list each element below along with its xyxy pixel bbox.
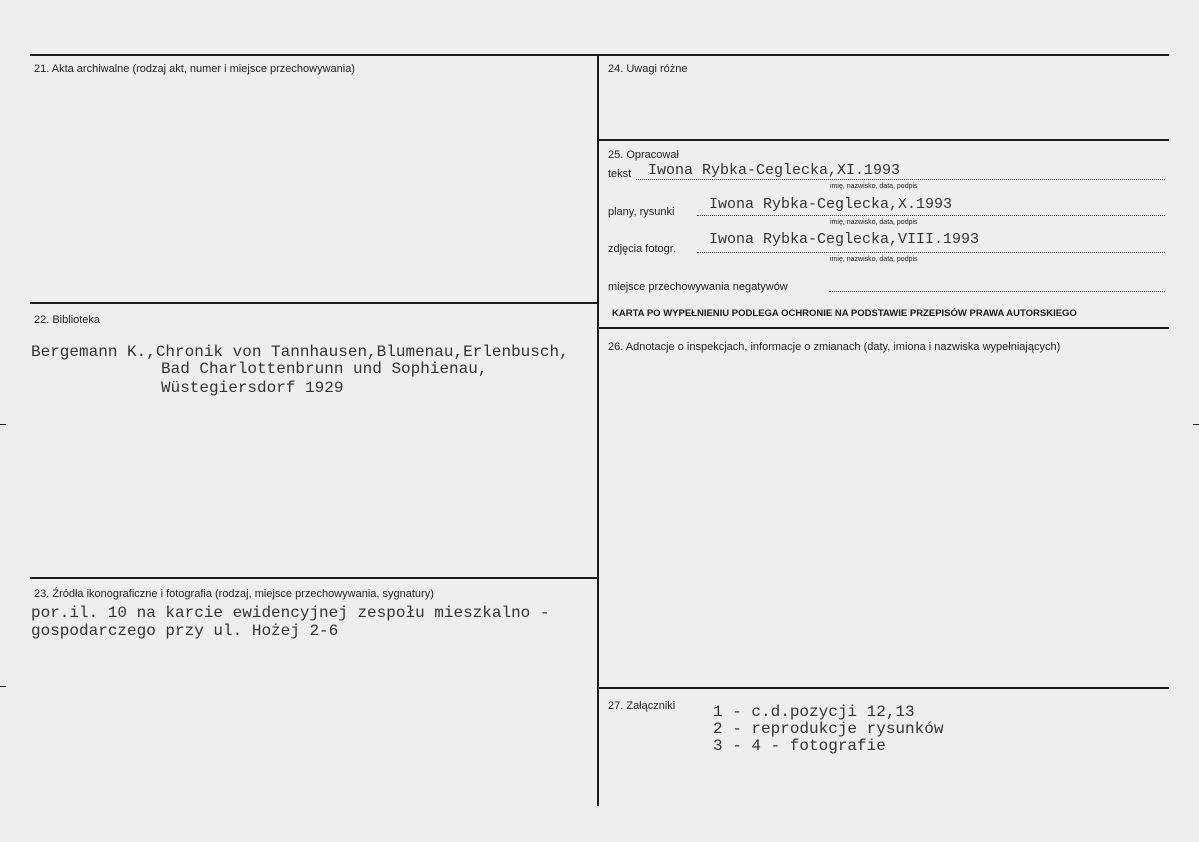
zdjecia-label: zdjęcia fotogr. xyxy=(608,243,676,255)
rule-above-26 xyxy=(597,327,1169,329)
section-26-label: 26. Adnotacje o inspekcjach, informacje o zmianach (daty, imiona i nazwiska wypełniających) xyxy=(608,341,1061,353)
tekst-value: Iwona Rybka-Ceglecka,XI.1993 xyxy=(648,162,901,179)
plany-value: Iwona Rybka-Ceglecka,X.1993 xyxy=(709,196,953,213)
rule-above-27 xyxy=(597,687,1169,689)
section-25-label: 25. Opracował xyxy=(608,149,679,161)
section-22-label: 22. Biblioteka xyxy=(34,314,101,326)
top-rule-left xyxy=(30,54,597,56)
section-21-label: 21. Akta archiwalne (rodzaj akt, numer i miejsce przechowywania) xyxy=(34,63,355,75)
zalacznik-line-3: 3 - 4 - fotografie xyxy=(713,737,886,755)
plany-dotted-line xyxy=(697,215,1165,216)
biblioteka-line-3: Wüstegiersdorf 1929 xyxy=(161,379,344,397)
plany-label: plany, rysunki xyxy=(608,206,675,218)
zrodla-line-2: gospodarczego przy ul. Hożej 2-6 xyxy=(31,622,339,640)
left-margin-tick-1 xyxy=(0,424,6,425)
zrodla-line-1: por.il. 10 na karcie ewidencyjnej zespołu mieszkalno - xyxy=(31,604,550,622)
section-24-label: 24. Uwagi różne xyxy=(608,63,688,75)
negatywy-dotted-line xyxy=(829,291,1165,292)
tekst-label: tekst xyxy=(608,168,632,180)
zalacznik-line-1: 1 - c.d.pozycji 12,13 xyxy=(713,703,915,721)
zdjecia-caption: imię, nazwisko, data, podpis xyxy=(830,256,918,263)
right-margin-tick xyxy=(1193,424,1199,425)
rule-above-25 xyxy=(597,139,1169,141)
section-23-label: 23. Źródła ikonograficzne i fotografia (rodzaj, miejsce przechowywania, sygnatury) xyxy=(34,588,434,600)
biblioteka-line-2: Bad Charlottenbrunn und Sophienau, xyxy=(161,360,488,378)
plany-caption: imię, nazwisko, data, podpis xyxy=(830,219,918,226)
center-vertical-rule xyxy=(597,54,599,806)
tekst-caption: imię, nazwisko, data, podpis xyxy=(830,183,918,190)
rule-above-23 xyxy=(30,577,597,579)
zdjecia-value: Iwona Rybka-Ceglecka,VIII.1993 xyxy=(709,231,980,248)
tekst-dotted-line xyxy=(636,179,1165,180)
zalacznik-line-2: 2 - reprodukcje rysunków xyxy=(713,720,944,738)
biblioteka-line-1: Bergemann K.,Chronik von Tannhausen,Blumenau,Erlenbusch, xyxy=(31,343,569,361)
section-27-label: 27. Załączniki xyxy=(608,700,676,712)
top-rule-right xyxy=(597,54,1169,56)
zdjecia-dotted-line xyxy=(697,252,1165,253)
copyright-notice: KARTA PO WYPEŁNIENIU PODLEGA OCHRONIE NA PODSTAWIE PRZEPISÓW PRAWA AUTORSKIEGO xyxy=(612,308,1077,319)
left-margin-tick-2 xyxy=(0,686,6,687)
negatywy-label: miejsce przechowywania negatywów xyxy=(608,281,788,293)
rule-above-22 xyxy=(30,302,597,304)
